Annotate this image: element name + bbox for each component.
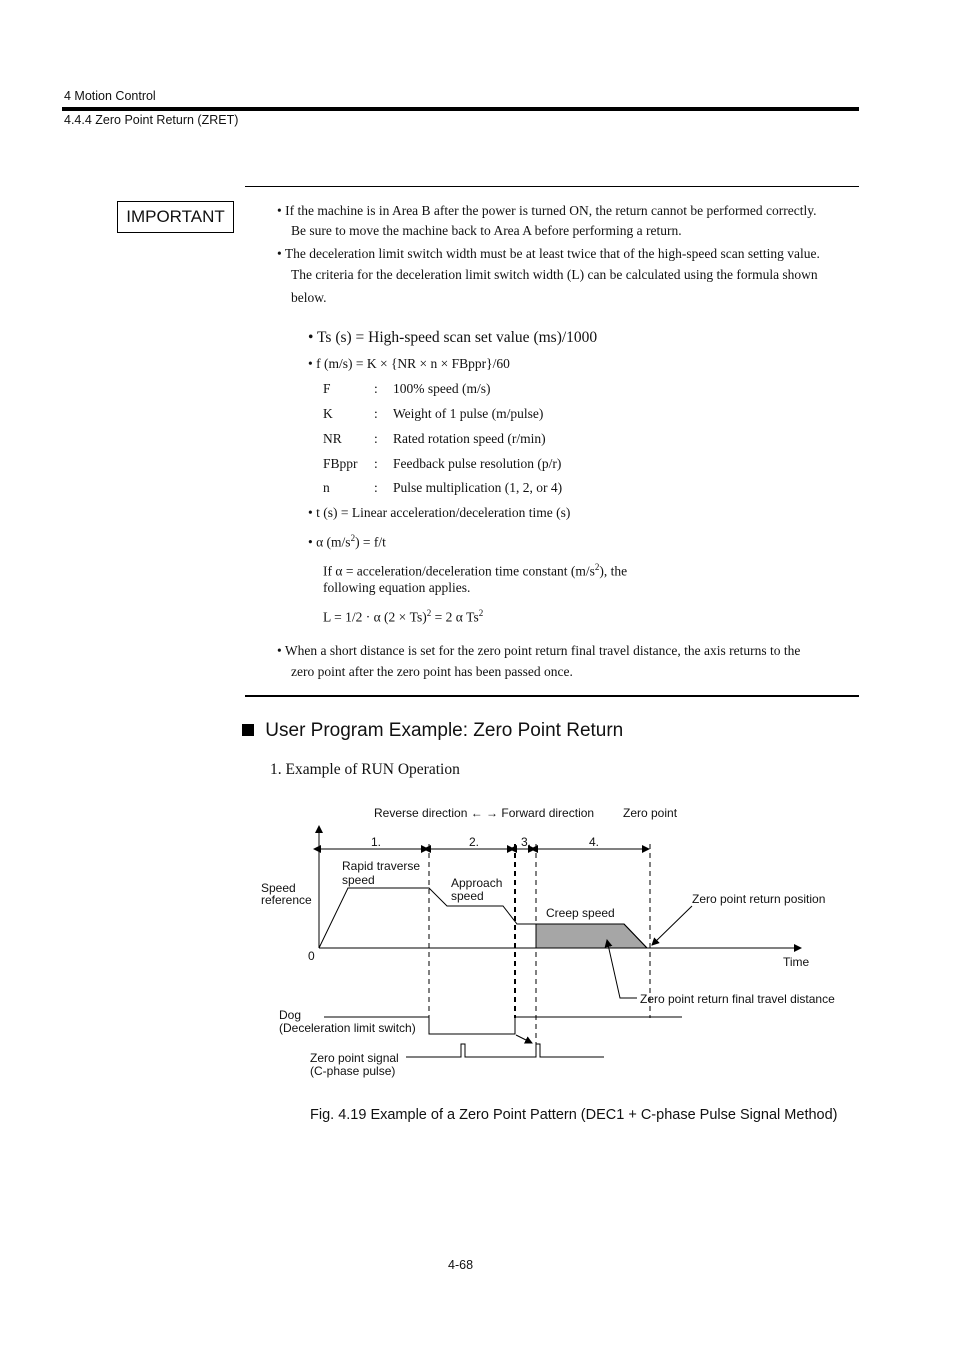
section-title: User Program Example: Zero Point Return bbox=[265, 720, 624, 741]
bullet-2-line-2: The criteria for the deceleration limit switch width (L) can be calculated using the formula shown bbox=[291, 267, 818, 282]
bullet-2-line-3: below. bbox=[291, 290, 327, 305]
interval-4-label: 4. bbox=[589, 835, 600, 849]
zero-return-position-arrow bbox=[652, 906, 692, 945]
if-alpha-line-1: If α = acceleration/deceleration time constant $(m/s^2)$, the bbox=[323, 562, 628, 579]
def-desc-n: Pulse multiplication (1, 2, or 4) bbox=[393, 480, 563, 495]
def-sym-fbppr: FBppr bbox=[323, 456, 358, 471]
page-number: 4-68 bbox=[448, 1258, 474, 1272]
speed-reference-label: reference bbox=[261, 893, 312, 907]
bullet-3-line-2: zero point after the zero point has been passed once. bbox=[291, 664, 573, 679]
bullet-2-line-1: • The deceleration limit switch width must be at least twice that of the high-speed scan setting value. bbox=[277, 246, 820, 261]
rapid-traverse-label: Rapid traverse bbox=[342, 859, 421, 873]
def-sym-n: n bbox=[323, 480, 330, 495]
important-label: IMPORTANT bbox=[117, 201, 234, 233]
formula-t: • t (s) = Linear acceleration/deceleration time (s) bbox=[308, 505, 571, 520]
bullet-3-line-1: • When a short distance is set for the zero point return final travel distance, the axis returns to the bbox=[277, 643, 801, 658]
formula-alpha: • α $(m/s^2) = f/t$ bbox=[308, 533, 386, 550]
interval-2-label: 2. bbox=[469, 835, 480, 849]
def-desc-f: 100% speed (m/s) bbox=[393, 381, 491, 396]
def-sym-f: F bbox=[323, 381, 331, 396]
def-colon: : bbox=[374, 406, 378, 421]
def-colon: : bbox=[374, 480, 378, 495]
time-label: Time bbox=[783, 955, 810, 969]
def-desc-k: Weight of 1 pulse (m/pulse) bbox=[393, 406, 544, 421]
figure-caption: Fig. 4.19 Example of a Zero Point Pattern (DEC1 + C-phase Pulse Signal Method) bbox=[310, 1107, 838, 1123]
bullet-1-line-1: • If the machine is in Area B after the power is turned ON, the return cannot be performed correctly. bbox=[277, 203, 817, 218]
trigger-arrow bbox=[516, 1035, 532, 1043]
approach-label: speed bbox=[451, 889, 484, 903]
creep-area bbox=[536, 924, 647, 948]
def-desc-nr: Rated rotation speed (r/min) bbox=[393, 431, 546, 446]
step-label: 1. Example of RUN Operation bbox=[270, 761, 460, 778]
def-sym-k: K bbox=[323, 406, 333, 421]
zero-point-signal bbox=[406, 1044, 604, 1057]
speed-reference-label: Speed bbox=[261, 881, 296, 895]
formula-ts: • Ts (s) = High-speed scan set value (ms)/1000 bbox=[308, 329, 598, 346]
creep-label: Creep speed bbox=[546, 906, 615, 920]
def-colon: : bbox=[374, 456, 378, 471]
bullet-1-line-2: Be sure to move the machine back to Area A before performing a return. bbox=[291, 223, 682, 238]
final-travel-label: Zero point return final travel distance bbox=[640, 992, 835, 1006]
approach-label: Approach bbox=[451, 876, 503, 890]
def-desc-fbppr: Feedback pulse resolution (p/r) bbox=[393, 456, 562, 471]
def-sym-nr: NR bbox=[323, 431, 342, 446]
if-alpha-line-2: following equation applies. bbox=[323, 580, 471, 595]
zero-point-label: Zero point bbox=[623, 806, 678, 820]
chapter-header: 4 Motion Control bbox=[64, 89, 156, 103]
formula-l: L = 1/2 · α $(2 \times Ts)^2 = 2$ α Ts$^2$ bbox=[323, 608, 484, 625]
rapid-traverse-label: speed bbox=[342, 873, 375, 887]
def-colon: : bbox=[374, 381, 378, 396]
zero-return-position-label: Zero point return position bbox=[692, 892, 826, 906]
origin-label: 0 bbox=[308, 949, 315, 963]
section-header: 4.4.4 Zero Point Return (ZRET) bbox=[64, 113, 239, 127]
zero-signal-label: (C-phase pulse) bbox=[310, 1064, 396, 1078]
interval-1-label: 1. bbox=[371, 835, 382, 849]
def-colon: : bbox=[374, 431, 378, 446]
interval-3-label: 3. bbox=[521, 835, 532, 849]
zero-signal-label: Zero point signal bbox=[310, 1051, 399, 1065]
dog-label: (Deceleration limit switch) bbox=[279, 1021, 416, 1035]
formula-f: • f (m/s) = K × {NR × n × FBppr}/60 bbox=[308, 356, 510, 371]
direction-label: Reverse direction ← → Forward direction bbox=[374, 806, 595, 820]
final-travel-leader bbox=[607, 940, 637, 998]
dog-label: Dog bbox=[279, 1008, 302, 1022]
